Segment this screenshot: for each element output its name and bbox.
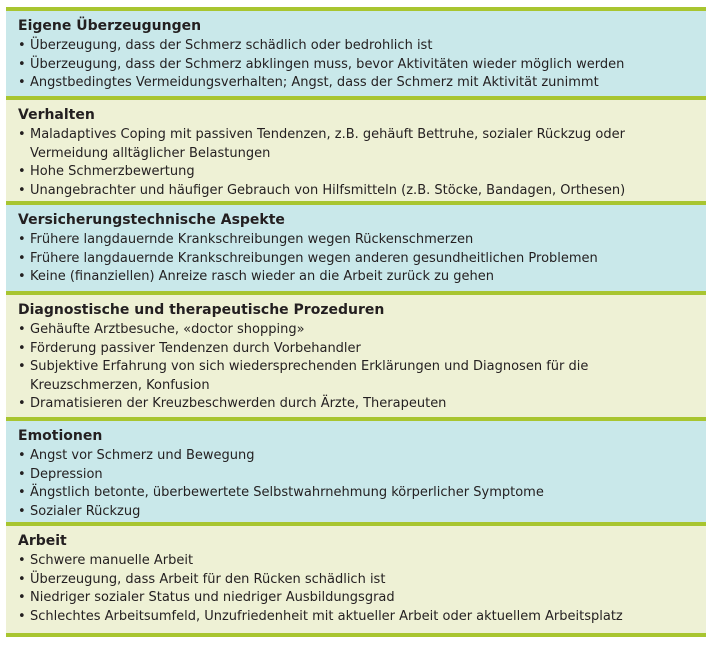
bullet-icon: • [18,75,26,90]
list-item: • Hohe Schmerzbewertung [18,163,696,182]
list-item: • Überzeugung, dass der Schmerz schädlich oder bedrohlich ist [18,37,696,56]
bullet-icon: • [18,485,26,500]
list-item: • Überzeugung, dass Arbeit für den Rücken schädlich ist [18,571,696,590]
section-title: Arbeit [18,533,67,549]
bullet-icon: • [18,56,26,72]
bullet-icon: • [18,396,26,411]
list-item: • Maladaptives Coping mit passiven Tendenzen, z.B. gehäuft Bettruhe, sozialer Rückzug oder Vermeidung alltäglicher Belastungen [18,127,625,161]
list-item: • Keine (finanziellen) Anreize rasch wieder an die Arbeit zurück zu gehen [18,268,696,287]
list-item: • Depression [18,466,696,485]
list-item: • Niedriger sozialer Status und niedriger Ausbildungsgrad [18,589,696,608]
separator-bar [6,633,706,637]
section-title: Versicherungstechnische Aspekte [18,212,285,228]
section-diagnostische-prozeduren [6,295,706,417]
section-title: Diagnostische und therapeutische Prozeduren [18,302,385,318]
list-item: • Schwere manuelle Arbeit [18,552,696,571]
risk-factors-table [6,7,706,637]
list-item: • Sozialer Rückzug [18,503,696,522]
list-item: • Ängstlich betonte, überbewertete Selbstwahrnehmung körperlicher Symptome [18,484,696,503]
list-item: • Gehäufte Arztbesuche, «doctor shopping» [18,321,696,340]
section-versicherungstechnische-aspekte [6,205,706,291]
list-item: • Angst vor Schmerz und Bewegung [18,447,696,466]
item-list [18,552,696,626]
bullet-icon: • [18,232,26,247]
item-list [18,126,696,200]
section-title: Emotionen [18,428,103,444]
bullet-icon: • [18,503,26,519]
list-item: • Angstbedingtes Vermeidungsverhalten; Angst, dass der Schmerz mit Aktivität zunimmt [18,74,696,93]
section-arbeit [6,526,706,633]
bullet-icon: • [18,250,26,266]
bullet-icon: • [18,571,26,587]
list-item: • Frühere langdauernde Krankschreibungen wegen anderen gesundheitlichen Problemen [18,250,696,269]
bullet-icon: • [18,322,26,337]
section-verhalten [6,100,706,201]
list-item: • Frühere langdauernde Krankschreibungen wegen Rückenschmerzen [18,231,696,250]
list-item: • Dramatisieren der Kreuzbeschwerden durch Ärzte, Therapeuten [18,395,696,414]
list-item: • Schlechtes Arbeitsumfeld, Unzufriedenheit mit aktueller Arbeit oder aktuellem Arbeitsplatz [18,608,696,627]
section-title: Verhalten [18,107,95,123]
list-item: • Subjektive Erfahrung von sich wiedersprechenden Erklärungen und Diagnosen für die Kreuzschmerzen, Konfusion [18,359,589,393]
list-item: • Förderung passiver Tendenzen durch Vorbehandler [18,340,696,359]
bullet-icon: • [18,182,26,198]
bullet-icon: • [18,553,26,568]
bullet-icon: • [18,590,26,605]
section-eigene-ueberzeugungen [6,11,706,96]
bullet-icon: • [18,38,26,53]
section-emotionen [6,421,706,522]
item-list [18,321,696,414]
bullet-icon: • [18,608,26,624]
list-item: • Überzeugung, dass der Schmerz abklingen muss, bevor Aktivitäten wieder möglich werden [18,56,696,75]
bullet-icon: • [18,340,26,356]
bullet-icon: • [18,466,26,482]
bullet-icon: • [18,164,26,179]
bullet-icon: • [18,269,26,284]
list-item: • Unangebrachter und häufiger Gebrauch von Hilfsmitteln (z.B. Stöcke, Bandagen, Orthesen) [18,182,696,201]
item-list [18,231,696,287]
bullet-icon: • [18,448,26,463]
bullet-icon: • [18,359,26,374]
item-list [18,447,696,521]
item-list [18,37,696,93]
section-title: Eigene Überzeugungen [18,18,202,34]
bullet-icon: • [18,127,26,142]
